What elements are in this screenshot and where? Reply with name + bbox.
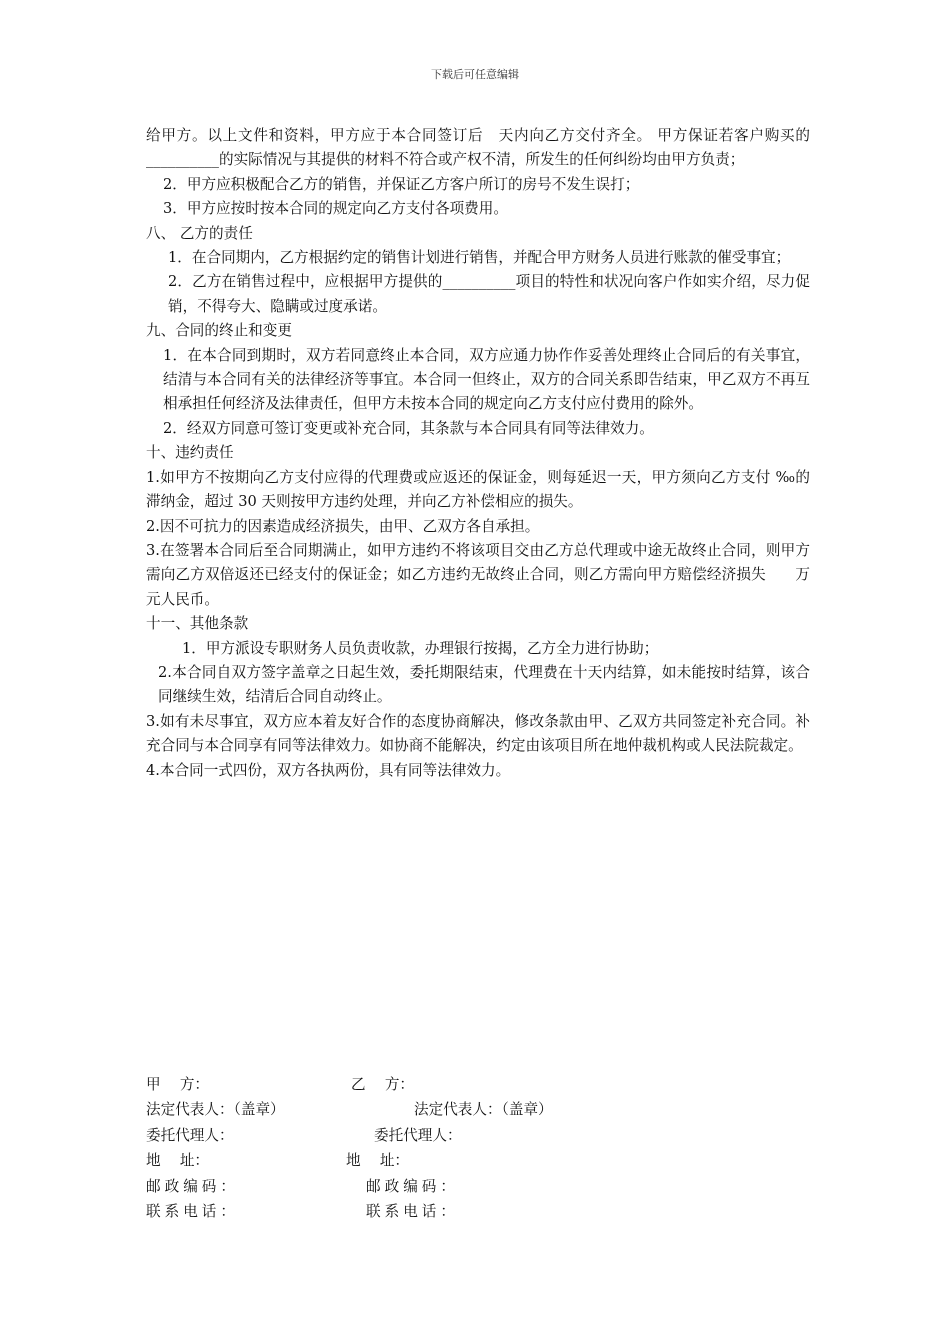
- party-b-legal-rep: 法定代表人：（盖章）: [414, 1101, 553, 1119]
- section-heading: 八、 乙方的责任: [146, 224, 253, 242]
- paragraph: 3.如有未尽事宜，双方应本着友好合作的态度协商解决，修改条款由甲、乙双方共同签定补充合同。补充合同与本合同享有同等法律效力。如协商不能解决，约定由该项目所在地仲裁机构或人民法院裁定。: [146, 712, 810, 755]
- page-header-note: 下载后可任意编辑: [431, 68, 519, 81]
- paragraph: 2．经双方同意可签订变更或补充合同，其条款与本合同具有同等法律效力。: [163, 419, 654, 437]
- signature-block: [146, 1072, 746, 1224]
- signature-row-address: [146, 1148, 746, 1173]
- party-a-label: 甲 方：: [146, 1076, 210, 1093]
- paragraph: 2．甲方应积极配合乙方的销售，并保证乙方客户所订的房号不发生误打；: [163, 175, 640, 193]
- paragraph: 2．乙方在销售过程中，应根据甲方提供的__________项目的特性和状况向客户作如实介绍，尽力促销，不得夸大、隐瞒或过度承诺。: [168, 273, 810, 315]
- party-a-address: 地 址：: [146, 1152, 210, 1170]
- party-a-legal-rep: 法定代表人：（盖章）: [146, 1101, 285, 1119]
- paragraph: 2.本合同自双方签字盖章之日起生效，委托期限结束，代理费在十天内结算，如未能按时结算，该合同继续生效，结清后合同自动终止。: [158, 663, 810, 706]
- party-b-postcode: 邮政编码：: [366, 1177, 459, 1195]
- party-b-label: 乙 方：: [351, 1076, 415, 1093]
- paragraph: 3．甲方应按时按本合同的规定向乙方支付各项费用。: [163, 200, 508, 218]
- signature-row-phone: [146, 1199, 746, 1224]
- party-a-postcode: 邮政编码：: [146, 1177, 239, 1195]
- signature-row-legal-rep: [146, 1097, 746, 1122]
- contract-body: [146, 124, 810, 783]
- paragraph: 1．甲方派设专职财务人员负责收款，办理银行按揭，乙方全力进行协助；: [182, 639, 659, 657]
- paragraph: 3.在签署本合同后至合同期满止，如甲方违约不将该项目交由乙方总代理或中途无故终止合同，则甲方需向乙方双倍返还已经支付的保证金；如乙方违约无故终止合同，则乙方需向甲方赔偿经济损失 万元人民币。: [146, 541, 810, 608]
- paragraph: 4.本合同一式四份，双方各执两份，具有同等法律效力。: [146, 761, 511, 779]
- paragraph: 2.因不可抗力的因素造成经济损失，由甲、乙双方各自承担。: [146, 517, 540, 535]
- party-a-agent: 委托代理人：: [146, 1126, 234, 1144]
- signature-row-party: [146, 1072, 746, 1097]
- section-heading: 十一、其他条款: [146, 615, 249, 633]
- paragraph: 1．在本合同到期时，双方若同意终止本合同，双方应通力协作作妥善处理终止合同后的有关事宜，结清与本合同有关的法律经济等事宜。本合同一但终止，双方的合同关系即告结束，甲乙双方不再互相承担任何经济及法律责任，但甲方未按本合同的规定向乙方支付应付费用的除外。: [163, 346, 810, 413]
- party-b-address: 地 址：: [346, 1152, 410, 1170]
- paragraph: 1.如甲方不按期向乙方支付应得的代理费或应返还的保证金，则每延迟一天，甲方须向乙方支付 ‰的滞纳金，超过 30 天则按甲方违约处理，并向乙方补偿相应的损失。: [146, 468, 810, 511]
- party-b-agent: 委托代理人：: [374, 1126, 462, 1144]
- paragraph: 1．在合同期内，乙方根据约定的销售计划进行销售，并配合甲方财务人员进行账款的催受事宜；: [168, 249, 791, 267]
- paragraph: 给甲方。以上文件和资料，甲方应于本合同签订后 天内向乙方交付齐全。 甲方保证若客户购买的__________的实际情况与其提供的材料不符合或产权不清，所发生的任何纠纷均由甲方负责；: [146, 127, 810, 169]
- signature-row-agent: [146, 1123, 746, 1148]
- party-b-phone: 联系电话：: [366, 1202, 459, 1220]
- party-a-phone: 联系电话：: [146, 1202, 239, 1220]
- signature-row-postcode: [146, 1174, 746, 1199]
- section-heading: 九、合同的终止和变更: [146, 322, 292, 340]
- section-heading: 十、违约责任: [146, 444, 234, 462]
